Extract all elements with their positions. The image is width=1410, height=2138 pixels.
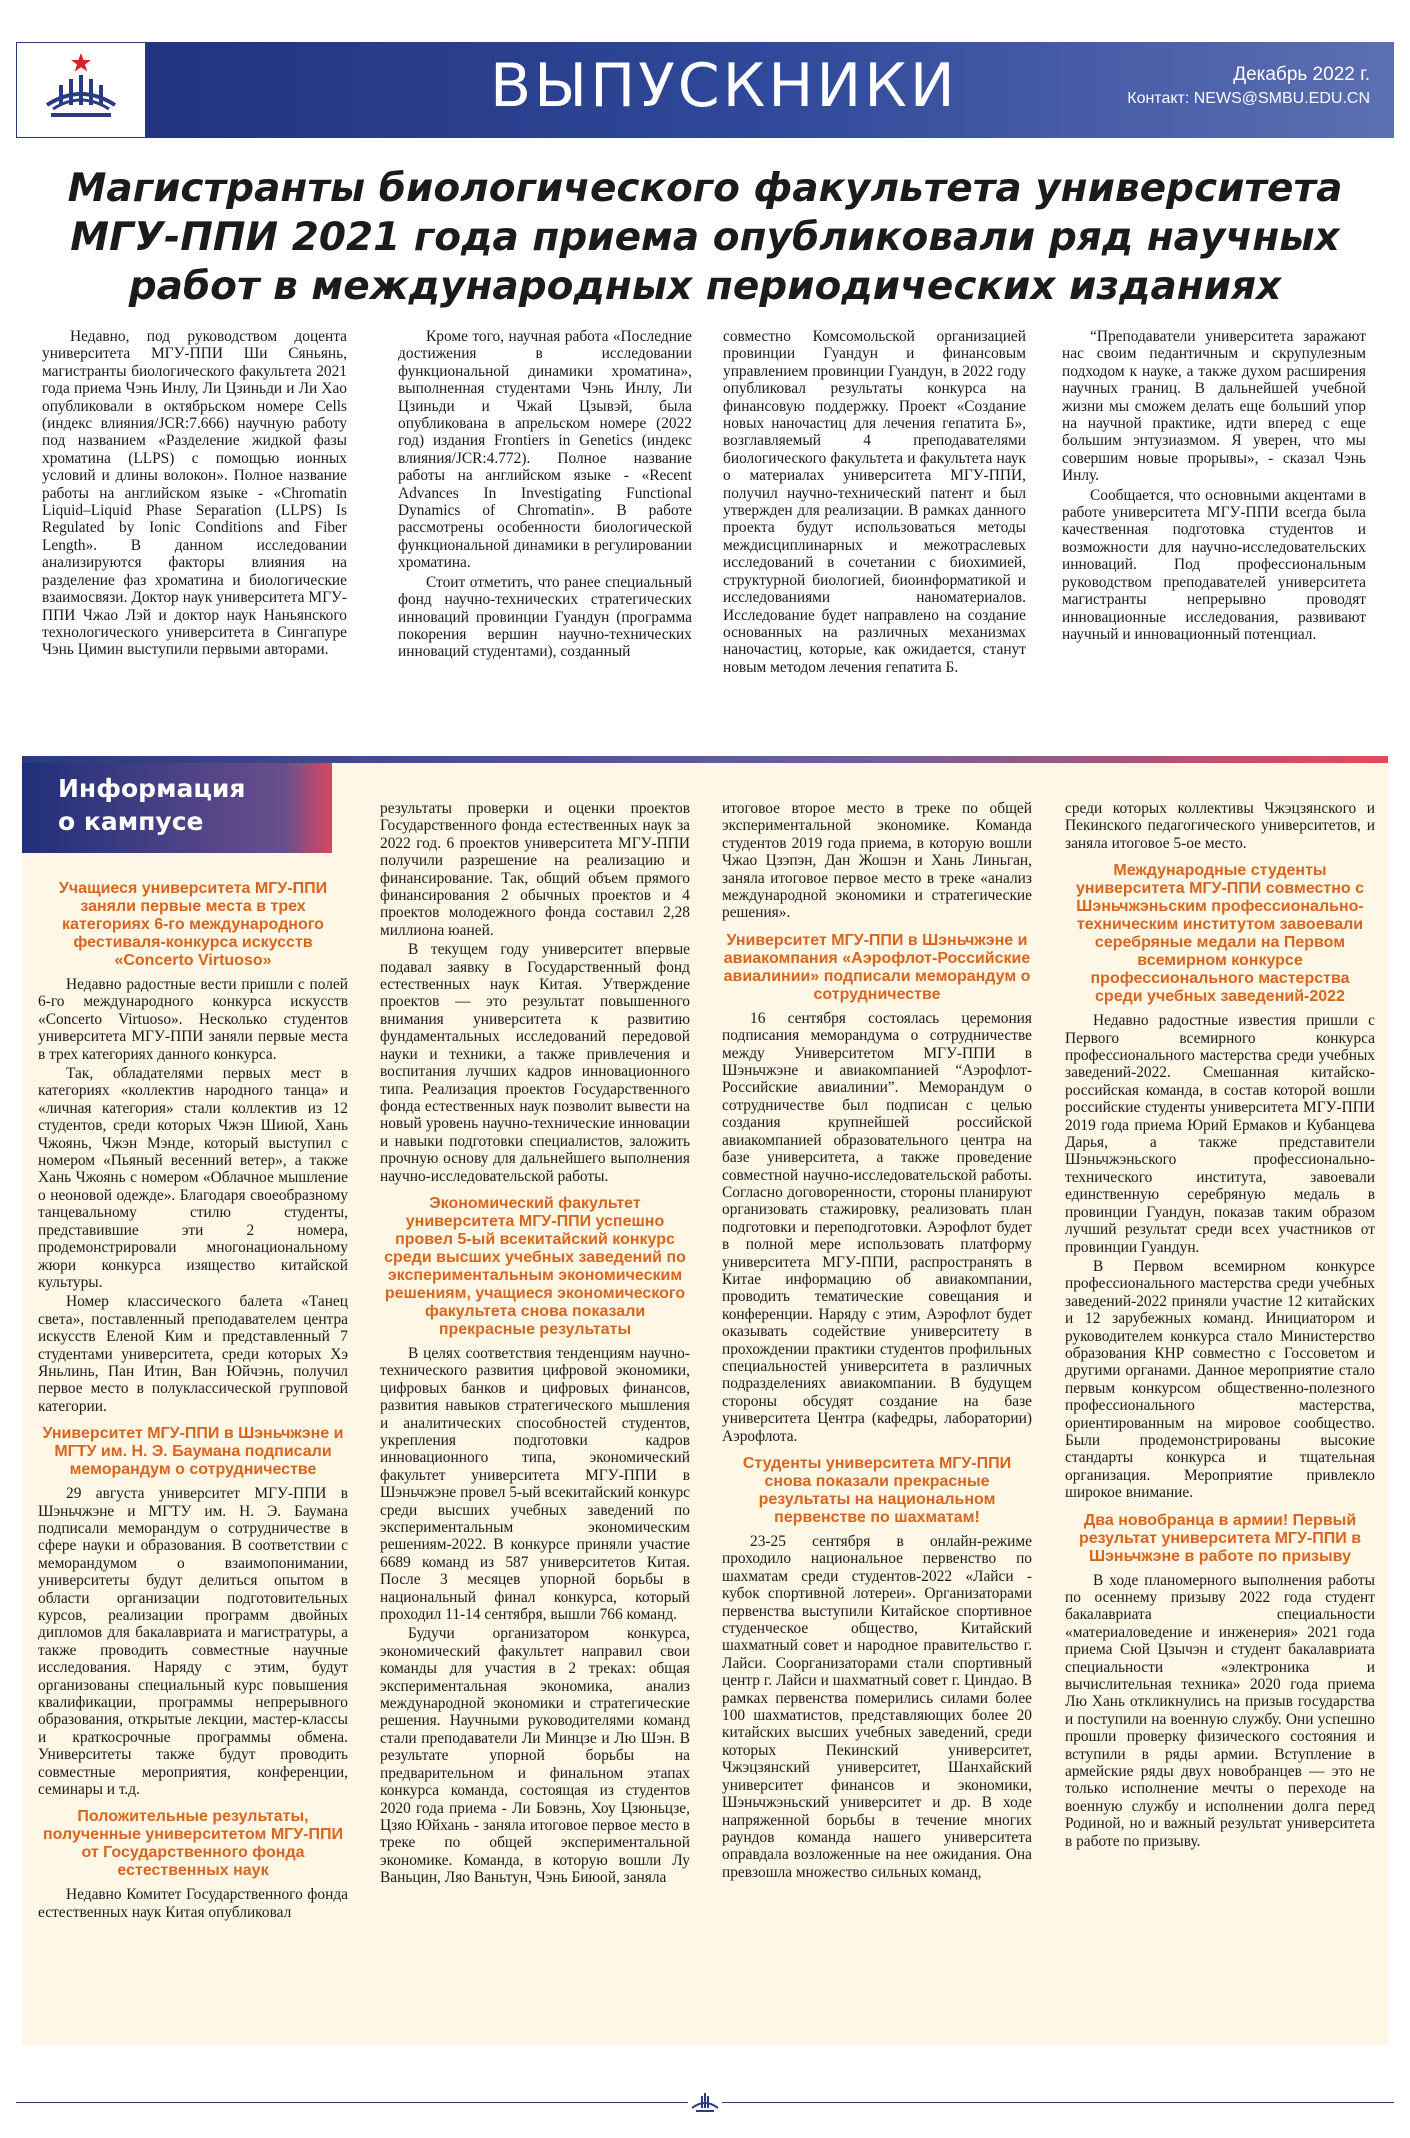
news-headline: Студенты университета МГУ-ППИ снова показали прекрасные результаты на национальном первенстве по шахматам! [742,1455,1012,1526]
news-paragraph: результаты проверки и оценки проектов Государственного фонда естественных наук за 2022 год. 6 проектов университета МГУ-ППИ получили разрешение на реализацию и финансирование. Так, общий объем прямого финансирования 2 обычных проектов и 4 проектов молодежного фонда составил 2,28 миллиона юаней. [380,800,690,939]
news-paragraph: В текущем году университет впервые подавал заявку в Государственный фонд естественных наук Китая. Утверждение проектов — это результат повышенного внимания университета к развитию фундаментальных исследований передовой науки и техники, а также привлечения и воспитания лучших кадров инновационного типа. Реализация проектов Государственного фонда естественных наук позволит вывести на новый уровень научно-технические инновации и навыки подготовки специалистов, заложить прочную основу для дальнейшего выполнения научно-исследовательской работы. [380,941,690,1185]
news-paragraph: среди которых коллективы Чжэцзянского и Пекинского педагогического университетов, и заняла итоговое 5-ое место. [1065,800,1375,852]
news-paragraph: Недавно радостные вести пришли с полей 6-го международного конкурса искусств «Concerto Virtuoso». Несколько студентов университета МГУ-ППИ заняли первые места в трех категориях данного конкурса. [38,976,348,1063]
news-paragraph: В Первом всемирном конкурсе профессионального мастерства среди учебных заведений-2022 приняли участие 12 китайских и 12 зарубежных команд. Инициатором и руководителем конкурса стало Министерство образования КНР совместно с Госсоветом и другими органами. Данное мероприятие стало первым конкурсом общественно-полезного профессионального мастерства, ориентированным на мировое сообщество. Были продемонстрированы высокие стандарты конкурса и тщательная организация. Мероприятие привлекло широкое внимание. [1065,1257,1375,1502]
article-text: Недавно, под руководством доцента университета МГУ-ППИ Ши Сяньянь, магистранты биологического факультета 2021 года приема Чэнь Инлу, Ли Цзиньди и Ли Хао опубликовали в октябрьском номере Cells (индекс влияния/JCR:7.666) научную работу под названием «Разделение жидкой фазы хроматина (LLPS) с помощью ионных условий и длины волокон». Полное название работы на английском языке - «Chromatin Liquid–Liquid Phase Separation (LLPS) Is Regulated by Ionic Conditions and Fiber Length». В данном исследовании анализируются факторы влияния на разделение фаз хроматина и биологические взаимосвязи. Доктор наук университета МГУ-ППИ Чжао Лэй и доктор наук Наньянского технологического университета в Сингапуре Чэнь Цимин выступили первыми авторами. [42,328,347,659]
article-text: Кроме того, научная работа «Последние достижения в исследовании функциональной динамики хроматина», выполненная студентами Чэнь Инлу, Ли Цзиньди и Чжай Цзывэй, была опубликована в апрельском номере (2022 год) издания Frontiers in Genetics (индекс влияния/JCR:4.772). Полное название работы на английском языке - «Recent Advances In Investigating Functional Dynamics of Chromatin». В работе рассмотрены особенности биологической функциональной динамики в регулировании хроматина. [398,328,692,572]
newsletter-title: ВЫПУСКНИКИ [490,51,958,121]
news-paragraph: 16 сентября состоялась церемония подписания меморандума о сотрудничестве между Университетом МГУ-ППИ в Шэньчжэне и авиакомпанией “Аэрофлот-Российские авиалинии”. Меморандум о сотрудничестве был подписан с целью создания крупнейшей российской авиакомпанией образовательного центра на базе университета, а также проведение совместной научно-исследовательской работы. Согласно договоренности, стороны планируют организовать стажировку, реализовать план подготовки и переподготовки. Аэрофлот будет в полной мере использовать платформу университета МГУ-ППИ, распространять в Китае информацию об авиакомпании, проводить тематические совещания и конференции. Наряду с этим, Аэрофлот будет оказывать содействие университету в прохождении практики студентов профильных специальностей университета в различных подразделениях авиакомпании. В будущем стороны обсудят создание на базе университета Центра (кафедры, лаборатории) Аэрофлота. [722,1009,1032,1445]
campus-column-1 [38,880,348,1921]
article-paragraph [398,328,692,572]
contact-email: Контакт: NEWS@SMBU.EDU.CN [1127,90,1370,107]
news-headline: Университет МГУ-ППИ в Шэньчжэне и МГТУ им. Н. Э. Баумана подписали меморандум о сотрудничестве [42,1425,344,1479]
campus-section-title [58,772,245,838]
news-paragraph: итоговое второе место в треке по общей экспериментальной экономике. Команда студентов 2019 года приема, в которую вошли Чжао Цзэпэн, Дан Жошэн и Хань Линьган, заняла итоговое первое место в треке «анализ международной экономики и стратегические решения». [722,800,1032,922]
article-headline: Магистранты биологического факультета университета МГУ-ППИ 2021 года приема опубликовали ряд научных работ в международных периодических изданиях [67,166,1343,309]
article-paragraph: совместно Комсомольской организацией провинции Гуандун и финансовым управлением провинции Гуандун, в 2022 году опубликовал результаты конкурса на финансовую поддержку. Проект «Создание новых наночастиц для лечения гепатита Б», возглавляемый 4 преподавателями биологического факультета и факультета наук о материалах университета МГУ-ППИ, получил научно-технический патент и был утвержден для реализации. В рамках данного проекта будут использоваться методы междисциплинарных и межотраслевых исследований в сочетании с биохимией, структурной биологией, биоинформатикой и исследованиями наноматериалов. Исследование будет направлено на создание основанных на различных механизмах наночастиц, которые, как ожидается, станут новым методом лечения гепатита Б. [723,328,1026,676]
article-column-2 [398,328,692,661]
campus-column-3 [722,800,1032,1881]
news-paragraph: Недавно Комитет Государственного фонда естественных наук Китая опубликовал [38,1886,348,1921]
section-divider [22,756,1388,763]
article-text: “Преподаватели университета заражают нас своим педантичным и скрупулезным подходом к науке, а также духом расширения научных границ. В дальнейшей учебной жизни мы сможем делать еще больший упор на научной практике, идти вперед с еще большим энтузиазмом. Я уверен, что мы совершим новые прорывы», - сказал Чэнь Инлу. [1062,328,1366,485]
article-paragraph [1062,487,1366,644]
news-headline: Учащиеся университета МГУ-ППИ заняли первые места в трех категориях 6-го международного фестиваля-конкурса искусств «Concerto Virtuoso» [58,880,328,969]
campus-title-line: Информация [58,774,246,803]
article-text: Сообщается, что основными акцентами в работе университета МГУ-ППИ всегда была качественная подготовка студентов и возможности для научно-исследовательских инноваций. Под профессиональным руководством преподавателей университета магистранты непрерывно проводят инновационные исследования, развивают научный и инновационный потенциал. [1062,486,1366,643]
news-paragraph: 23-25 сентября в онлайн-режиме проходило национальное первенство по шахматам среди студентов-2022 «Лайси - кубок спортивной лотереи». Организаторами первенства выступили Китайское спортивное студенческое общество, Китайский шахматный совет и народное правительство г. Лайси. Соорганизаторами стали спортивный центр г. Лайси и шахматный совет г. Циндао. В рамках первенства померились силами более 100 шахматистов, представляющих более 20 китайских высших учебных заведений, среди которых Пекинский университет, Чжэцзянский университет, Шанхайский университет финансов и экономики, Шэньчжэньский университет и др. В ходе напряженной борьбы в течение многих раундов команда нашего университета оправдала возложенные на нее ожидания. Она превзошла множество сильных команд, [722,1533,1032,1881]
article-column-1 [42,328,347,659]
news-paragraph: В ходе планомерного выполнения работы по осеннему призыву 2022 года студент бакалавриата специальности «материаловедение и инженерия» 2021 года приема Сюй Цзычэн и студент бакалавриата специальности «электроника и вычислительная техника» 2020 года приема Лю Хань откликнулись на призыв государства и поступили на военную службу. Они успешно прошли проверку физического состояния и вступили в ряды армии. Вступление в армейские ряды двух новобранцев — это не только исполнение мечты о переходе на военную службу и исполнении долга перед Родиной, но и важный результат университета в работе по призыву. [1065,1571,1375,1850]
news-headline: Международные студенты университета МГУ-ППИ совместно с Шэньчжэньским профессионально-техническим институтом завоевали серебряные медали на Первом всемирном конкурсе профессионального мастерства среди учебных заведений-2022 [1075,862,1365,1006]
news-headline: Положительные результаты, полученные университетом МГУ-ППИ от Государственного фонда естественных наук [42,1808,343,1880]
news-headline: Два новобранца в армии! Первый результат университета МГУ-ППИ в Шэньчжэне в работе по призыву [1078,1511,1362,1565]
news-paragraph: 29 августа университет МГУ-ППИ в Шэньчжэне и МГТУ им. Н. Э. Баумана подписали меморандум о сотрудничестве в сфере науки и образования. В соответствии с меморандумом о взаимопонимании, университеты будут делиться опытом в области организации подготовительных курсов, реализации программ двойных дипломов для бакалавриата и магистратуры, а также проводить совместные научные исследования. Наряду с этим, будут организованы специальный курс повышения квалификации, программы непрерывного образования, открытые лекции, мастер-классы и краткосрочные программы обмена. Университеты также будут проводить совместные мероприятия, конференции, семинары и т.д. [38,1485,348,1799]
article-paragraph [398,574,692,661]
issue-date: Декабрь 2022 г. [1233,64,1370,85]
news-paragraph: Номер классического балета «Танец света», поставленный преподавателем центра искусств Еленой Ким и представленный 7 студентами университета, среди которых Хэ Яньлинь, Пан Итин, Ван Юйчэнь, получил первое место в полуклассической групповой категории. [38,1293,348,1415]
university-logo [16,42,146,138]
article-text: Стоит отметить, что ранее специальный фонд научно-технических стратегических инноваций провинции Гуандун (программа покорения вершин научно-технических инноваций студентами), созданный [398,573,692,661]
article-paragraph [42,328,347,659]
news-headline: Экономический факультет университета МГУ-ППИ успешно провел 5-ый всекитайский конкурс среди высших учебных заведений по экспериментальным экономическим решениям, учащиеся экономического факультета снова показали прекрасные результаты [384,1194,686,1338]
news-paragraph: Будучи организатором конкурса, экономический факультет направил свои команды для участия в 2 треках: общая экспериментальная экономика, анализ международной экономики и стратегические решения. Научными руководителями команд стали преподаватели Ли Минцзе и Лю Шэн. В результате упорной борьбы на предварительном и финальном этапах конкурса команда, состоящая из студентов 2020 года приема - Ли Бовэнь, Хоу Цзюньцзе, Цзяо Юйхань - заняла итоговое первое место в треке по общей экспериментальной экономике. Команда, в которую вошли Лу Ваньцин, Ляо Ваньтун, Чэнь Биюой, заняла [380,1625,690,1887]
news-headline: Университет МГУ-ППИ в Шэньчжэне и авиакомпания «Аэрофлот-Российские авиалинии» подписали меморандум о сотрудничестве [723,931,1031,1003]
campus-column-4 [1065,800,1375,1850]
campus-title-line: о кампусе [58,807,204,836]
news-paragraph: В целях соответствия тенденциям научно-технического развития цифровой экономики, цифровых банков и цифровых финансов, развития навыков стратегического мышления и аналитических способностей студентов, укрепления подготовки кадров инновационного типа, экономический факультет университета МГУ-ППИ в Шэньчжэне провел 5-ый всекитайский конкурс среди высших учебных заведений по экспериментальным экономическим решениям-2022. В конкурсе приняли участие 6689 команд из 587 университетов Китая. После 3 месяцев упорной борьбы в национальный финал конкурса, который проходил 11-14 сентября, вышли 766 команд. [380,1344,690,1624]
news-paragraph: Недавно радостные известия пришли с Первого всемирного конкурса профессионального мастерства среди учебных заведений-2022. Смешанная китайско-российская команда, в состав которой вошли российские студенты университета МГУ-ППИ 2019 года приема Юрий Ермаков и Кубанцева Дарья, а также представители Шэньчжэньского профессионально-технического института, завоевали единственную серебряную медаль в провинции Гуандун, показав таким образом лучший результат среди всех участников от провинции Гуандун. [1065,1012,1375,1256]
news-paragraph: Так, обладателями первых мест в категориях «коллектив народного танца» и «личная категория» стали коллектив из 12 студентов, среди которых Чжэн Шиюй, Хань Чжоянь, Чжэн Мэнде, который выступил с номером «Пьяный весенний ветер», а также Хань Чжоянь с номером «Облачное мышление о неоновой одежде». Благодаря своеобразному танцевальному стилю студенты, представившие эти 2 номера, продемонстрировали многонациональному жюри конкурса изящество китайской культуры. [38,1065,348,1291]
campus-column-2 [380,800,690,1887]
article-column-3 [723,328,1026,676]
footer-logo-icon [688,2090,722,2116]
article-paragraph [1062,328,1366,485]
article-column-4 [1062,328,1366,643]
